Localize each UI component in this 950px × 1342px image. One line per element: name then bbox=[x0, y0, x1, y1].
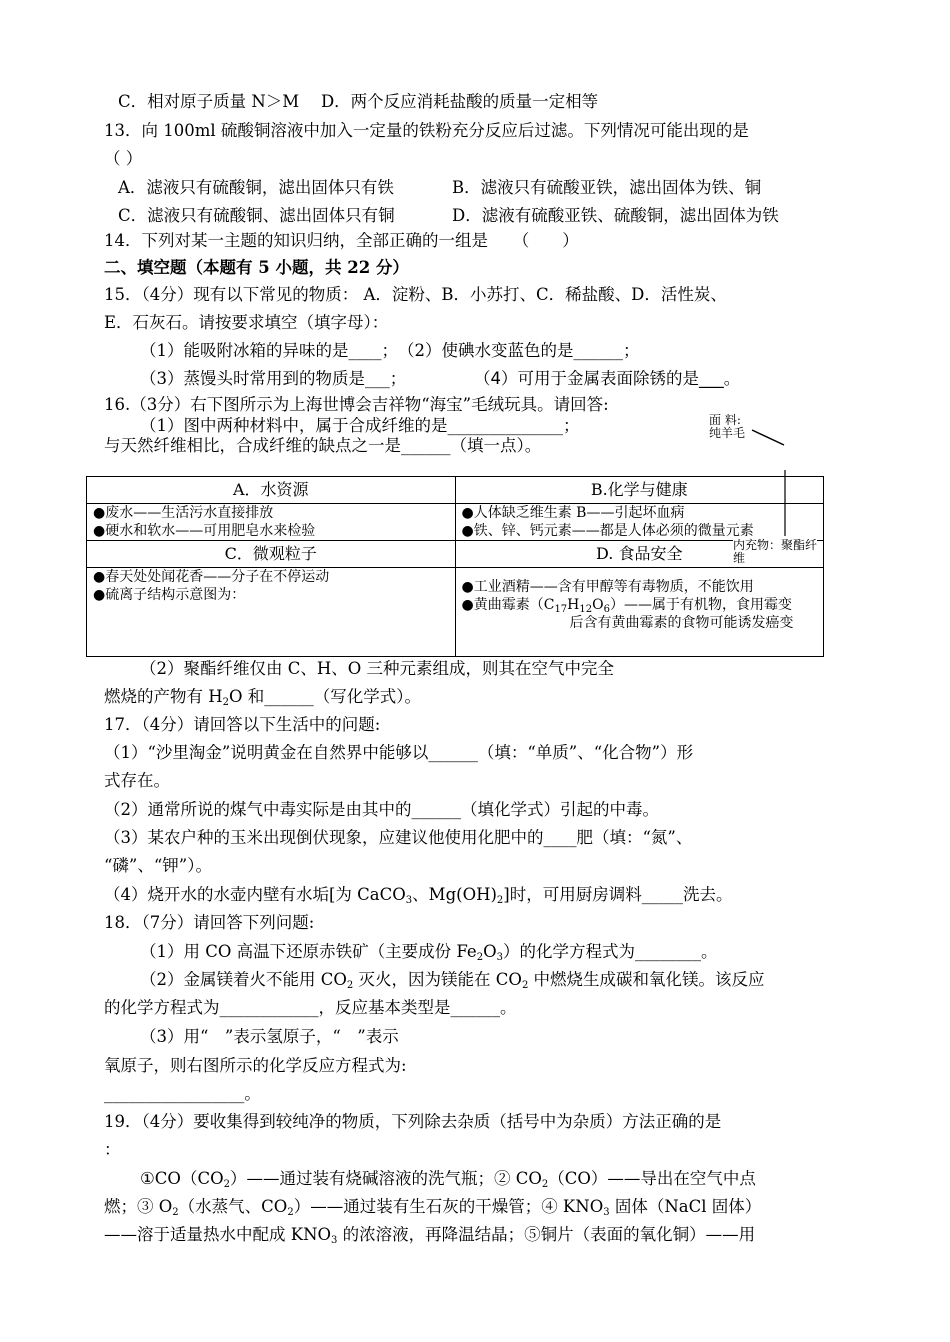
q13-option-a: A．滤液只有硫酸铜，滤出固体只有铁 bbox=[118, 178, 394, 197]
q18-part-2-line1: （2）金属镁着火不能用 $CO_2$ 灭火，因为镁能在 $CO_2$ 中燃烧生成碳和氧化镁。该反应 bbox=[140, 970, 765, 991]
q17-part-1-line2: 式存在。 bbox=[104, 771, 170, 790]
q13-option-d: D．滤液有硫酸亚铁、硫酸铜，滤出固体为铁 bbox=[452, 206, 779, 225]
table-b-line-2: ●铁、锌、钙元素——都是人体必须的微量元素 bbox=[461, 523, 754, 539]
q13-stem: 13．向 100ml 硫酸铜溶液中加入一定量的铁粉充分反应后过滤。下列情况可能出现的是 bbox=[104, 121, 749, 140]
q15-part-4: （4）可用于金属表面除锈的是___。 bbox=[474, 369, 741, 388]
q16-part-2-line2: 燃烧的产物有 $H_2O$ 和______（写化学式）。 bbox=[104, 687, 422, 708]
q18-stem: 18．（7分）请回答下列问题: bbox=[104, 913, 315, 932]
table-c-line-1: ●春天处处闻花香——分子在不停运动 bbox=[93, 569, 330, 585]
q19-stem-colon: ： bbox=[104, 1140, 121, 1159]
q17-part-1-line1: （1）“沙里淘金”说明黄金在自然界中能够以______（填：“单质”、“化合物”）形 bbox=[104, 743, 694, 762]
q18-part-3-line1: （3）用“ ”表示氢原子，“ ”表示 bbox=[140, 1027, 399, 1046]
fabric-pointer-line bbox=[752, 430, 784, 445]
q13-answer-bracket: （ ） bbox=[104, 149, 143, 168]
table-cell-b-content bbox=[455, 504, 824, 541]
table-cell-b-title: B.化学与健康 bbox=[455, 477, 824, 504]
q16-stem: 16.（3分）右下图所示为上海世博会吉祥物“海宝”毛绒玩具。请回答: bbox=[104, 395, 609, 414]
q19-options-line3: ——溶于适量热水中配成 $KNO_3$ 的浓溶液，再降温结晶；⑤铜片（表面的氧化铜）——用 bbox=[104, 1225, 756, 1246]
table-d-line-1: ●工业酒精——含有甲醇等有毒物质，不能饮用 bbox=[461, 579, 754, 595]
table-cell-c-title: C．微观粒子 bbox=[87, 541, 456, 568]
q17-part-4: （4）烧开水的水壶内壁有水垢[为 CaCO$_3$、$Mg(OH)_2$]时，可用厨房调料_____洗去。 bbox=[104, 885, 733, 906]
table-a-line-1: ●废水——生活污水直接排放 bbox=[93, 505, 274, 521]
q18-part-1: （1）用 CO 高温下还原赤铁矿（主要成份 $Fe_2O_3$）的化学方程式为________。 bbox=[140, 942, 718, 963]
table-b-line-1: ●人体缺乏维生素 B——引起坏血病 bbox=[461, 505, 685, 521]
q16-part-2-line1: （2）聚酯纤维仅由 C、H、O 三种元素组成，则其在空气中完全 bbox=[140, 659, 615, 678]
q19-stem: 19．（4分）要收集得到较纯净的物质，下列除去杂质（括号中为杂质）方法正确的是 bbox=[104, 1112, 722, 1131]
table-c-line-2: ●硫离子结构示意图为： bbox=[93, 587, 246, 603]
q18-part-3-line2: 氧原子，则右图所示的化学反应方程式为: bbox=[104, 1056, 407, 1075]
table-d-line-3: 后含有黄曲霉素的食物可能诱发癌变 bbox=[569, 615, 794, 631]
q19-options-line2: 燃；③ $O_2$（水蒸气、$CO_2)——$通过装有生石灰的干燥管；④ $KNO_3$ 固体（NaCl 固体） bbox=[104, 1197, 762, 1218]
q15-part-1-2: （1）能吸附冰箱的异味的是____； （2）使碘水变蓝色的是______； bbox=[140, 341, 640, 360]
q14-stem: 14．下列对某一主题的知识归纳，全部正确的一组是 （ ） bbox=[104, 231, 579, 250]
q14-knowledge-table bbox=[86, 476, 824, 657]
table-cell-a-content bbox=[87, 504, 456, 541]
q16-part-1-line2: 与天然纤维相比，合成纤维的缺点之一是______（填一点）。 bbox=[104, 436, 542, 455]
q18-part-3-line3: _________________。 bbox=[104, 1084, 261, 1103]
table-cell-d-content bbox=[455, 568, 824, 657]
table-cell-c-content bbox=[87, 568, 456, 657]
q13-option-c: C．滤液只有硫酸铜、滤出固体只有铜 bbox=[118, 206, 395, 225]
q19-options-line1: $①CO(CO_2)——$通过装有烧碱溶液的洗气瓶；② $CO_2(CO)——$导出在空气中点 bbox=[140, 1169, 756, 1190]
fabric-callout bbox=[709, 414, 745, 440]
q17-part-3-line2: “磷”、“钾”）。 bbox=[104, 856, 212, 875]
q17-stem: 17．（4分）请回答以下生活中的问题: bbox=[104, 715, 381, 734]
table-cell-d-title: D. 食品安全 bbox=[455, 541, 824, 568]
fabric-callout-label: 面 料: bbox=[709, 413, 741, 427]
fill-callout-value: 维 bbox=[733, 551, 746, 565]
fabric-callout-value: 纯羊毛 bbox=[709, 426, 746, 440]
q15-stem: 15．（4分）现有以下常见的物质： A．淀粉、B．小苏打、C．稀盐酸、D．活性炭、 bbox=[104, 285, 727, 304]
q17-part-2: （2）通常所说的煤气中毒实际是由其中的______（填化学式）引起的中毒。 bbox=[104, 800, 659, 819]
fill-callout-label: 内充物：聚酯纤 bbox=[733, 538, 818, 552]
q17-part-3-line1: （3）某农户种的玉米出现倒伏现象，应建议他使用化肥中的____肥（填：“氮”、 bbox=[104, 828, 693, 847]
q16-part-1-line1: （1）图中两种材料中，属于合成纤维的是______________； bbox=[140, 416, 580, 435]
q15-stem-line2: E．石灰石。请按要求填空（填字母）： bbox=[104, 313, 389, 332]
table-d-line-2: ●黄曲霉素$(C_{17}H_{12}O_6)——$属于有机物，食用霉变 bbox=[461, 597, 792, 615]
table-a-line-2: ●硬水和软水——可用肥皂水来检验 bbox=[93, 523, 316, 539]
table-cell-a-title: A．水资源 bbox=[87, 477, 456, 504]
q18-part-2-line2: 的化学方程式为____________，反应基本类型是______。 bbox=[104, 998, 517, 1017]
q15-part-3: （3）蒸馒头时常用到的物质是___； bbox=[140, 369, 407, 388]
q13-option-b: B．滤液只有硫酸亚铁，滤出固体为铁、铜 bbox=[452, 178, 762, 197]
mascot-figure-edge bbox=[780, 470, 792, 538]
section-2-heading: 二、填空题（本题有 5 小题，共 22 分） bbox=[104, 258, 409, 277]
q12-options-cd: C．相对原子质量 N＞M D．两个反应消耗盐酸的质量一定相等 bbox=[118, 92, 599, 111]
fill-callout bbox=[733, 539, 817, 565]
